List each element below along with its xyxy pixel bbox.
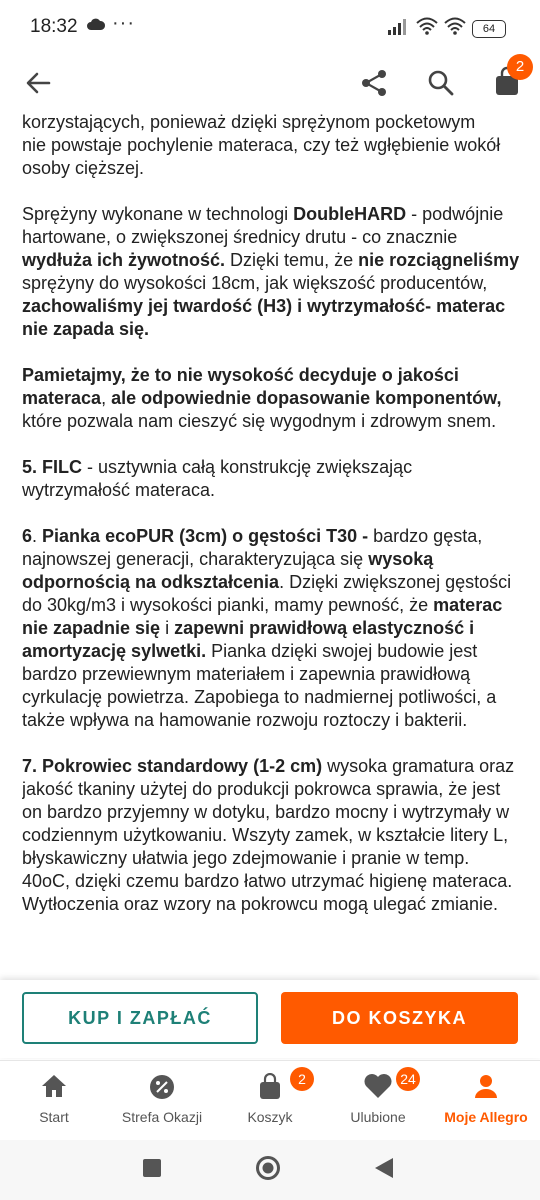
shopping-bag-icon: [257, 1073, 283, 1106]
user-icon: [473, 1073, 499, 1104]
text-run: - usztywnia całą konstrukcję zwiększając wytrzymałość materaca.: [22, 457, 413, 500]
add-to-cart-button[interactable]: DO KOSZYKA: [281, 992, 518, 1044]
text-run: bardzo gęsta, najnowszej generacji, charakteryzująca się: [22, 526, 483, 569]
share-icon[interactable]: [359, 68, 389, 103]
status-bar: [0, 0, 540, 52]
text-run: sprężyny do wysokości 18cm, jak większość producentów,: [22, 273, 488, 293]
text-run: które pozwala nam cieszyć się wygodnym i zdrowym snem.: [22, 411, 497, 431]
status-time: 18:32: [30, 16, 78, 37]
text-run: wysoka gramatura oraz jakość tkaniny użytej do produkcji pokrowca sprawia, że jest on bardzo przyjemny w dotyku, bardzo mocny i wytrzymały w codziennym użytkowaniu. Wszyty zamek, w kształcie litery L, błyskawiczny ułatwia jego zdejmowanie i pranie w temp. 40oC, dzięki czemu bardzo łatwo utrzymać higienę materaca. Wytłoczenia oraz wzory na pokrowcu mogą ulegać zmianie.: [22, 756, 515, 914]
purchase-actions: [0, 980, 540, 1058]
back-triangle-icon[interactable]: [374, 1157, 394, 1184]
bold-text-run: 5. FILC: [22, 457, 83, 477]
wifi-6-icon: [444, 17, 466, 40]
signal-icon: [386, 17, 410, 40]
bold-text-run: materac nie zapadnie się: [22, 595, 503, 638]
nav-label-ulubione: Ulubione: [350, 1109, 406, 1125]
bold-text-run: zapewni prawidłową elastyczność i amortyzację sylwetki.: [22, 618, 475, 661]
nav-label-start: Start: [39, 1109, 69, 1125]
bold-text-run: DoubleHARD: [293, 204, 407, 224]
nav-label-strefa-okazji: Strefa Okazji: [121, 1109, 203, 1125]
text-run: nie powstaje pochylenie materaca, czy też wgłębienie wokół osoby cięższej.: [22, 135, 501, 178]
description-line-clipped: korzystających, ponieważ dzięki sprężynom pocketowym: [22, 112, 476, 132]
cart-count-badge: 2: [507, 54, 533, 80]
nav-item-ulubione[interactable]: [324, 1061, 432, 1141]
text-run: i: [160, 618, 175, 638]
search-icon[interactable]: [426, 68, 456, 103]
nav-koszyk-badge: 2: [290, 1067, 314, 1091]
text-run: .: [32, 526, 43, 546]
cloud-icon: [86, 17, 106, 36]
bottom-navigation: [0, 1060, 540, 1141]
bold-text-run: 6: [22, 526, 33, 546]
text-run: . Dzięki zwiększonej gęstości do 30kg/m3 i wysokości pianki, mamy pewność, że: [22, 572, 512, 615]
text-run: Dzięki temu, że: [225, 250, 359, 270]
text-run: Pianka dzięki swojej budowie jest bardzo przewiewnym materiałem i zapewnia prawidłową cyrkulację powietrza. Zapobiega to nadmiernej potliwości, a także wpływa na hamowanie rozwoju roztoczy i bakterii.: [22, 641, 497, 730]
app-bar: [0, 52, 540, 114]
nav-label-koszyk: Koszyk: [247, 1109, 293, 1125]
heart-icon: [363, 1073, 393, 1104]
buy-now-button[interactable]: KUP I ZAPŁAĆ: [22, 992, 258, 1044]
nav-label-moje-allegro: Moje Allegro: [444, 1109, 528, 1125]
discount-tag-icon: [148, 1073, 176, 1106]
text-run: Sprężyny wykonane w technologi: [22, 204, 294, 224]
home-icon: [40, 1073, 68, 1104]
description-paragraph: [22, 364, 522, 433]
nav-item-strefa-okazji[interactable]: [108, 1061, 216, 1141]
bold-text-run: Pamietajmy, że to nie wysokość decyduje o jakości materaca: [22, 365, 459, 408]
recent-apps-icon[interactable]: [142, 1158, 162, 1183]
home-circle-icon[interactable]: [255, 1155, 281, 1186]
description-paragraph: [22, 525, 522, 732]
description-paragraph: [22, 203, 522, 341]
bold-text-run: wydłuża ich żywotność.: [22, 250, 226, 270]
text-run: ,: [101, 388, 112, 408]
battery-icon: 64: [472, 20, 506, 38]
nav-item-start[interactable]: [0, 1061, 108, 1141]
nav-item-moje-allegro[interactable]: [432, 1061, 540, 1141]
bold-text-run: 7. Pokrowiec standardowy (1-2 cm): [22, 756, 323, 776]
system-navigation-bar: [0, 1140, 540, 1200]
bold-text-run: Pianka ecoPUR (3cm) o gęstości T30 -: [42, 526, 369, 546]
nav-item-koszyk[interactable]: [216, 1061, 324, 1141]
description-paragraph: [22, 456, 522, 502]
bold-text-run: ale odpowiednie dopasowanie komponentów,: [111, 388, 502, 408]
back-arrow-icon[interactable]: [24, 69, 52, 102]
description-paragraph: [22, 755, 522, 916]
bold-text-run: nie rozciągneliśmy: [358, 250, 520, 270]
bold-text-run: zachowaliśmy jej twardość (H3) i wytrzymałość- materac nie zapada się.: [22, 296, 506, 339]
more-notifications-icon: ···: [112, 12, 135, 34]
text-run: - podwójnie hartowane, o zwiększonej średnicy drutu - co znacznie: [22, 204, 504, 247]
product-description: [22, 111, 522, 981]
wifi-icon: [416, 17, 438, 40]
bold-text-run: wysoką odpornością na odkształcenia: [22, 549, 434, 592]
nav-ulubione-badge: 24: [396, 1067, 420, 1091]
description-paragraph: [22, 134, 522, 180]
